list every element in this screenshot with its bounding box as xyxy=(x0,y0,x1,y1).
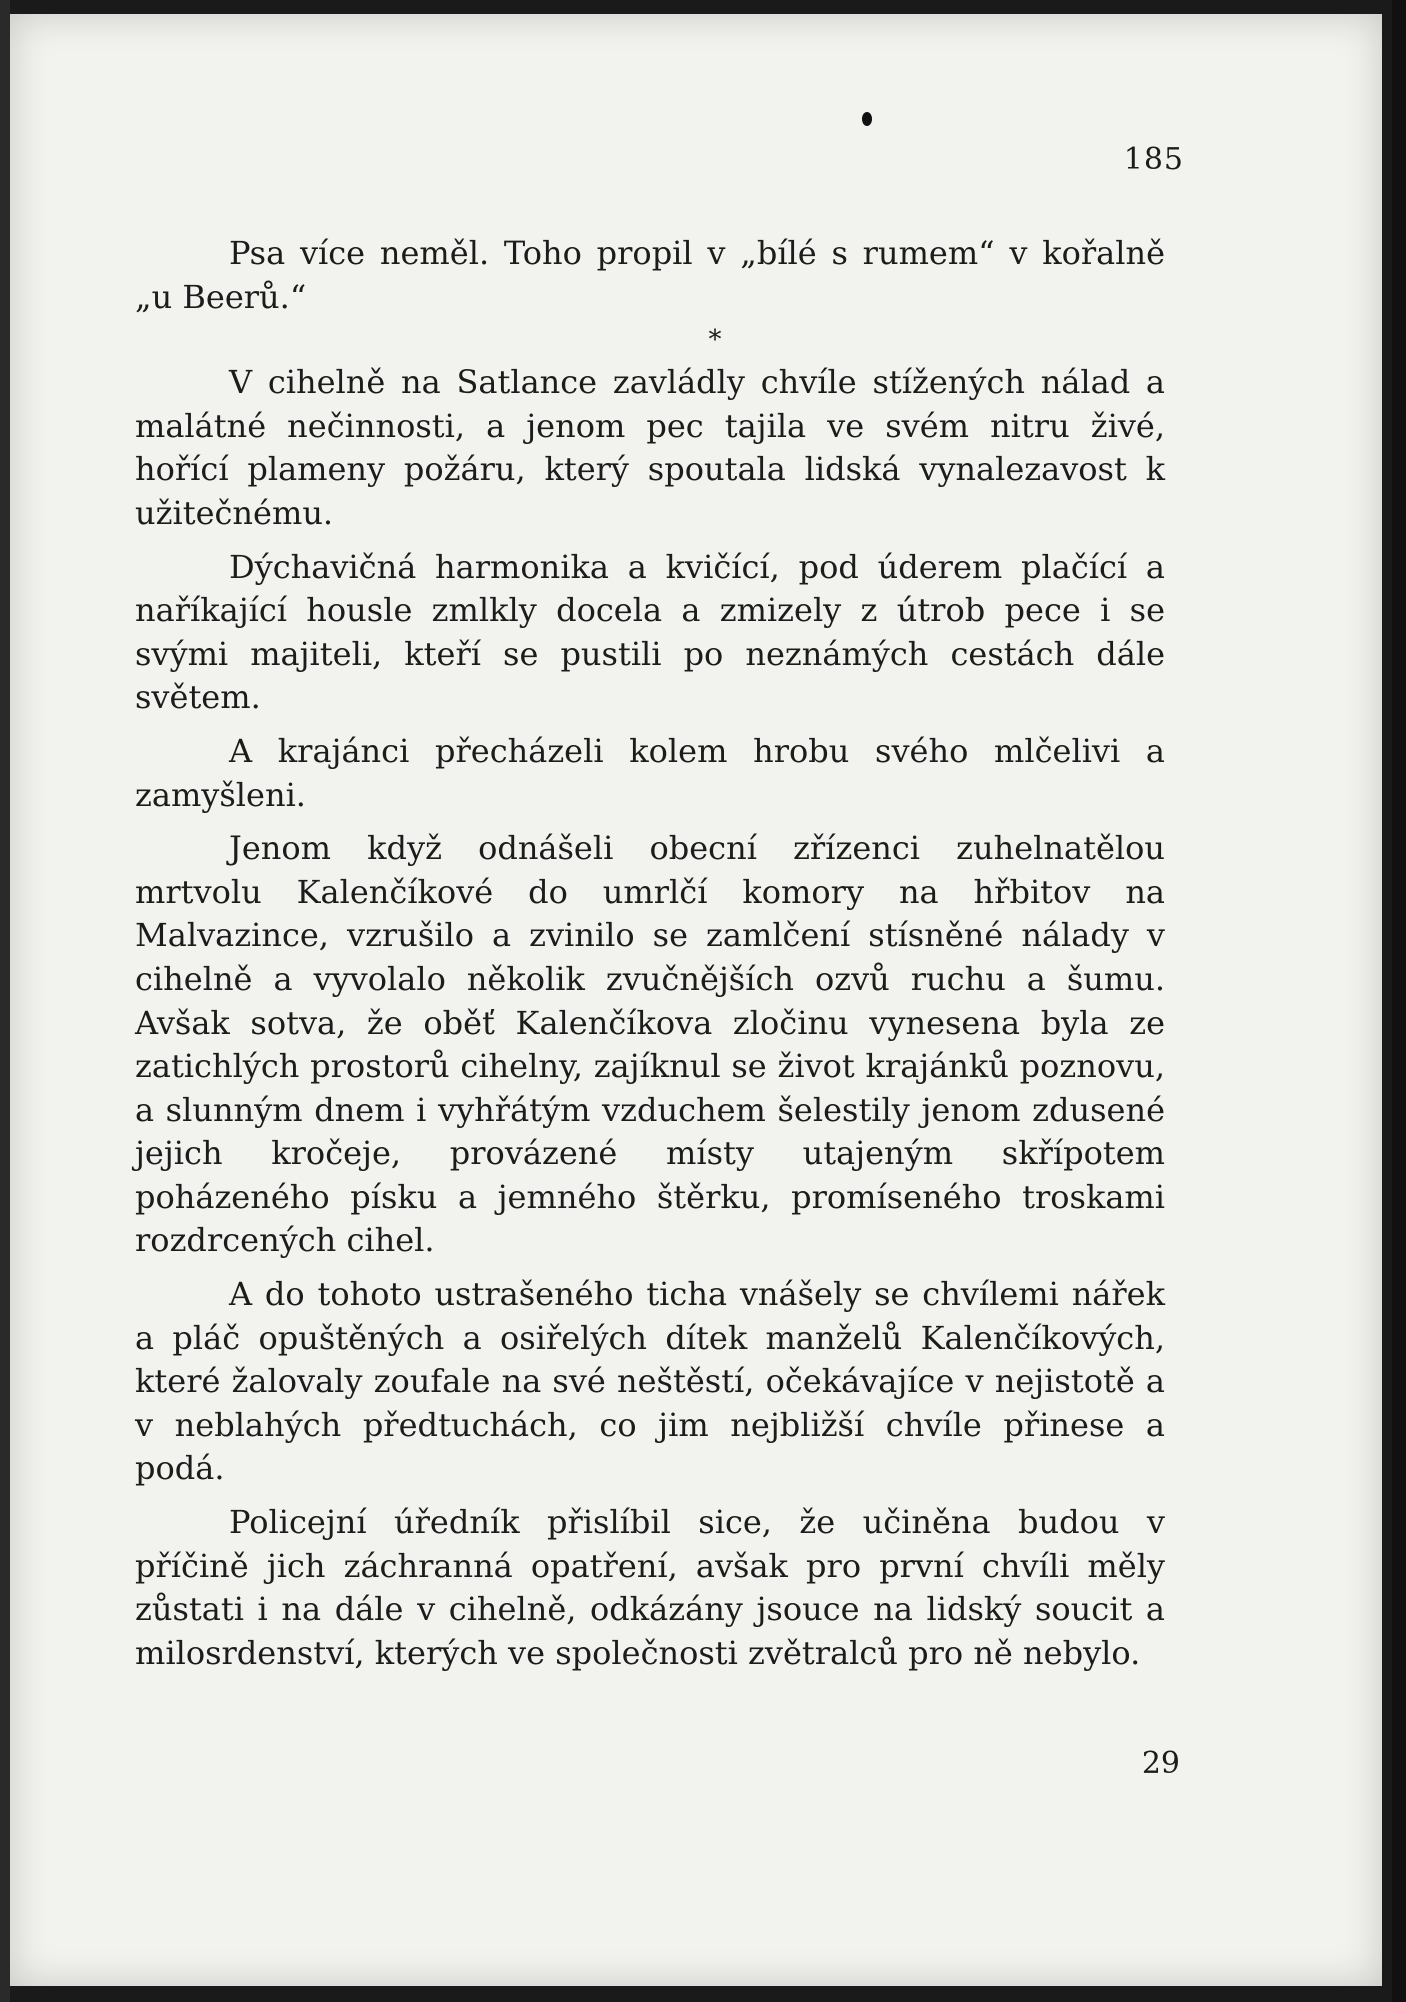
scan-right-edge xyxy=(1392,0,1406,2002)
printer-signature-mark: 29 xyxy=(1141,1746,1180,1781)
paragraph-6: A do tohoto ustrašeného ticha vnášely se chvílemi nářek a pláč opuštěných a osiřelých dítek manželů Kalenčíkových, které žalovaly zoufale na své neštěstí, očekávajíce v nejistotě a v neblahých předtuchách, co jim nejbližší chvíle přinese a podá. xyxy=(135,1275,1165,1488)
paragraph-1: Psa více neměl. Toho propil v „bílé s rumem“ v kořalně „u Beerů.“ xyxy=(135,234,1165,316)
paragraph-3: Dýchavičná harmonika a kvičící, pod úderem plačící a naříkající housle zmlkly docela a zmizely z útrob pece i se svými majiteli, kteří se pustili po neznámých cestách dále světem. xyxy=(135,547,1165,717)
paragraph-5: Jenom když odnášeli obecní zřízenci zuhelnatělou mrtvolu Kalenčíkové do umrlčí komory na hřbitov na Malvazince, vzrušilo a zvinilo se zamlčení stísněné nálady v cihelně a vyvolalo několik zvučnějších ozvů ruchu a šumu. Avšak sotva, že oběť Kalenčíkova zločinu vynesena byla ze zatichlých prostorů cihelny, zajíknul se život krajánků poznovu, a slunným dnem i vyhřátým vzduchem šelestily jenom zdusené jejich kročeje, provázené místy utajeným skřípotem poházeného písku a jemného štěrku, promíseného troskami rozdrcených cihel. xyxy=(135,829,1165,1260)
book-page xyxy=(10,14,1382,1986)
section-asterism: * xyxy=(708,325,722,356)
paragraph-7: Policejní úředník přislíbil sice, že učiněna budou v příčině jich záchranná opatření, avšak pro první chvíli měly zůstati i na dále v cihelně, odkázány jsouce na lidský soucit a milosrdenství, kterých ve společnosti zvětralců pro ně nebylo. xyxy=(135,1503,1165,1672)
scan-left-edge xyxy=(0,0,10,2002)
page-body xyxy=(135,232,1165,1685)
paragraph-4: A krajánci přecházeli kolem hrobu svého mlčelivi a zamyšleni. xyxy=(135,731,1165,814)
paragraph-2: V cihelně na Satlance zavládly chvíle stížených nálad a malátné nečinnosti, a jenom pec tajila ve svém nitru živé, hořící plameny požáru, který spoutala lidská vynalezavost k užitečnému. xyxy=(135,363,1165,532)
page-number: 185 xyxy=(1123,142,1184,177)
ink-speck xyxy=(862,112,872,126)
